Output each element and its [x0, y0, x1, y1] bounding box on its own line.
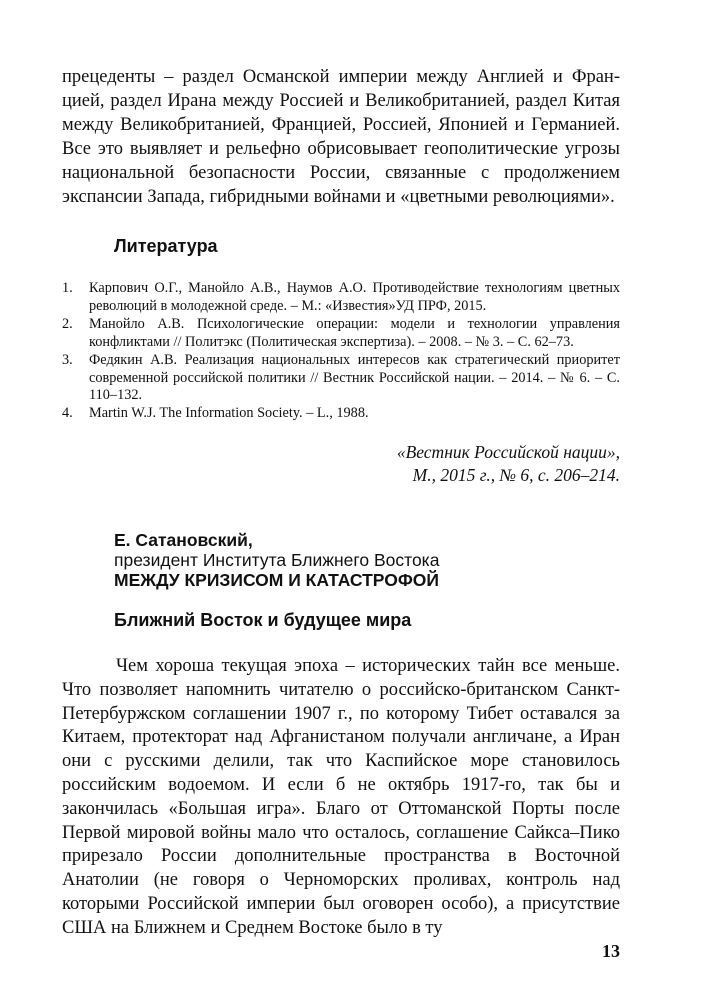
- author-role: президент Института Ближнего Востока: [114, 550, 440, 570]
- page-number: 13: [602, 941, 620, 961]
- reference-number: 1.: [62, 280, 73, 296]
- reference-text: Манойло А.В. Психологические операции: модели и технологии управления конфликтами // Политэкс (Политическая экспертиза). – 2008. – № 3. – С. 62–73.: [89, 315, 620, 350]
- author-name: Е. Сатановский,: [114, 530, 253, 550]
- reference-item: [62, 352, 620, 406]
- reference-item: [62, 405, 620, 423]
- reference-number: 2.: [62, 315, 73, 332]
- reference-text: Федякин А.В. Реализация национальных интересов как стратегический приоритет современной российской политики // Вестник Российской нации. – 2014. – № 6. – С. 110–132.: [89, 351, 620, 404]
- reference-item: [62, 316, 620, 352]
- citation-line-issue: М., 2015 г., № 6, с. 206–214.: [412, 464, 620, 485]
- source-citation: [397, 441, 620, 486]
- article-header: [114, 530, 439, 590]
- reference-text: Карпович О.Г., Манойло А.В., Наумов А.О. Противодействие технологиям цветных революций в молодежной среде. – М.: «Известия»УД ПРФ, 2015.: [89, 280, 620, 314]
- intro-paragraph: прецеденты – раздел Османской империи между Англией и Францией, раздел Ирана между Россией и Великобританией, раздел Китая между Великобританией, Францией, Россией, Японией и Германией. Все это выявляет и рельефно обрисовывает геополитические угрозы национальной безопасности России, связанные с продолжением экспансии Запада, гибридными войнами и «цветными революциями».: [62, 67, 620, 207]
- citation-line-journal: «Вестник Российской нации»,: [396, 442, 620, 462]
- reference-number: 3.: [62, 351, 73, 368]
- literature-heading: Литература: [114, 236, 218, 256]
- reference-text: Martin W.J. The Information Society. – L., 1988.: [89, 405, 369, 422]
- article-body-paragraph: Чем хороша текущая эпоха – исторических тайн все меньше. Что позволяет напомнить читателю о российско-британском Санкт-Петербуржском соглашении 1907 г., по которому Тибет оставался за Китаем, протекторат над Афганистаном получали англичане, а Иран они с русскими делили, так что Каспийское море становилось российским водоемом. И если б не октябрь 1917-го, так бы и закончилась «Большая игра». Благо от Оттоманской Порты после Первой мировой войны мало что осталось, соглашение Сайкса–Пико прирезало России дополнительные пространства в Восточной Анатолии (не говоря о Черноморских проливах, контроль над которыми Российской империи был оговорен особо), а присутствие США на Ближнем и Среднем Востоке было в ту: [62, 656, 620, 938]
- article-title: МЕЖДУ КРИЗИСОМ И КАТАСТРОФОЙ: [114, 570, 439, 590]
- reference-item: [62, 280, 620, 316]
- article-subheading: Ближний Восток и будущее мира: [114, 610, 412, 630]
- reference-list: [62, 280, 620, 423]
- reference-number: 4.: [62, 405, 73, 422]
